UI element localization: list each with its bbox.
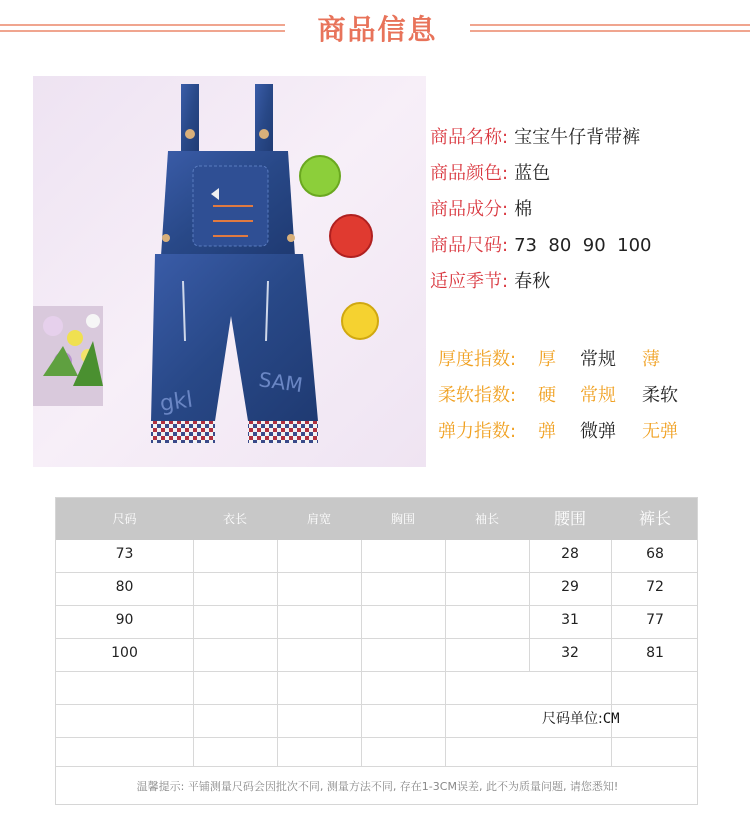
header-waist: 腰围 — [553, 509, 586, 528]
info-color — [430, 160, 750, 196]
cell-pants-length: 77 — [646, 612, 664, 628]
index-option: 微弹 — [580, 421, 616, 442]
table-row-empty — [56, 738, 698, 766]
header-shoulder: 肩宽 — [306, 512, 331, 526]
size-unit — [542, 708, 620, 728]
cell-size: 90 — [115, 612, 134, 628]
info-label: 适应季节: — [430, 271, 509, 292]
header-rule-right — [470, 24, 750, 32]
table-row — [56, 639, 698, 672]
cell-waist: 28 — [561, 546, 579, 562]
info-value: 宝宝牛仔背带裤 — [514, 127, 641, 148]
info-material — [430, 196, 750, 232]
column-divider — [361, 540, 362, 766]
column-divider — [277, 540, 278, 766]
column-divider — [193, 540, 194, 766]
info-label: 商品颜色: — [430, 163, 509, 184]
info-label: 商品尺码: — [430, 235, 509, 256]
info-value: 蓝色 — [514, 163, 551, 184]
section-header — [0, 0, 750, 60]
info-label: 商品名称: — [430, 127, 509, 148]
index-label: 弹力指数: — [438, 421, 517, 442]
denim-overalls-illustration — [33, 76, 426, 467]
cell-pants-length: 68 — [646, 546, 664, 562]
index-option: 常规 — [580, 385, 616, 406]
column-divider — [445, 540, 446, 766]
red-yarn-ball — [330, 215, 372, 257]
elasticity-index — [438, 418, 750, 454]
index-option: 硬 — [538, 385, 556, 406]
column-divider — [529, 540, 530, 672]
index-option: 无弹 — [642, 421, 678, 442]
column-divider — [611, 540, 612, 766]
header-size: 尺码 — [112, 512, 137, 526]
green-yarn-ball — [300, 156, 340, 196]
svg-text:SAM: SAM — [257, 367, 305, 398]
size-table — [55, 497, 698, 805]
unit-value: CM — [602, 711, 620, 727]
size-table-header — [56, 498, 698, 540]
info-sizes — [430, 232, 750, 268]
info-name — [430, 124, 750, 160]
table-row — [56, 540, 698, 573]
index-label: 柔软指数: — [438, 385, 517, 406]
header-sleeve: 袖长 — [474, 512, 499, 526]
cell-size: 73 — [115, 546, 134, 562]
info-season — [430, 268, 750, 304]
unit-label: 尺码单位: — [542, 711, 603, 727]
thickness-index — [438, 346, 750, 382]
product-photo — [33, 76, 426, 467]
index-option: 弹 — [538, 421, 556, 442]
cell-waist: 32 — [561, 645, 579, 661]
cell-size: 100 — [111, 645, 138, 661]
header-length: 衣长 — [222, 512, 247, 526]
svg-text:gkl: gkl — [158, 387, 195, 417]
cell-size: 80 — [115, 579, 134, 595]
header-pants-length: 裤长 — [638, 509, 671, 528]
cell-waist: 29 — [561, 579, 579, 595]
yellow-yarn-ball — [342, 303, 378, 339]
index-option: 薄 — [642, 349, 660, 370]
info-value: 73 80 90 100 — [514, 235, 652, 256]
index-option: 厚 — [538, 349, 556, 370]
info-label: 商品成分: — [430, 199, 509, 220]
header-rule-left — [0, 24, 285, 32]
section-title: 商品信息 — [317, 13, 438, 46]
table-row — [56, 573, 698, 606]
product-info — [430, 124, 750, 304]
index-label: 厚度指数: — [438, 349, 517, 370]
softness-index — [438, 382, 750, 418]
cell-waist: 31 — [561, 612, 579, 628]
header-chest: 胸围 — [390, 512, 415, 526]
flower-bouquet — [33, 306, 103, 406]
info-value: 春秋 — [514, 271, 551, 292]
cell-pants-length: 72 — [646, 579, 664, 595]
table-row-empty — [56, 672, 698, 705]
info-value: 棉 — [514, 199, 533, 220]
index-option: 柔软 — [642, 385, 678, 406]
table-row — [56, 606, 698, 639]
index-option: 常规 — [580, 349, 616, 370]
measurement-note: 温馨提示: 平铺测量尺码会因批次不同, 测量方法不同, 存在1-3CM误差, 此不为质量问题, 请您悉知! — [56, 766, 698, 805]
cell-pants-length: 81 — [646, 645, 664, 661]
fabric-indices — [438, 346, 750, 454]
